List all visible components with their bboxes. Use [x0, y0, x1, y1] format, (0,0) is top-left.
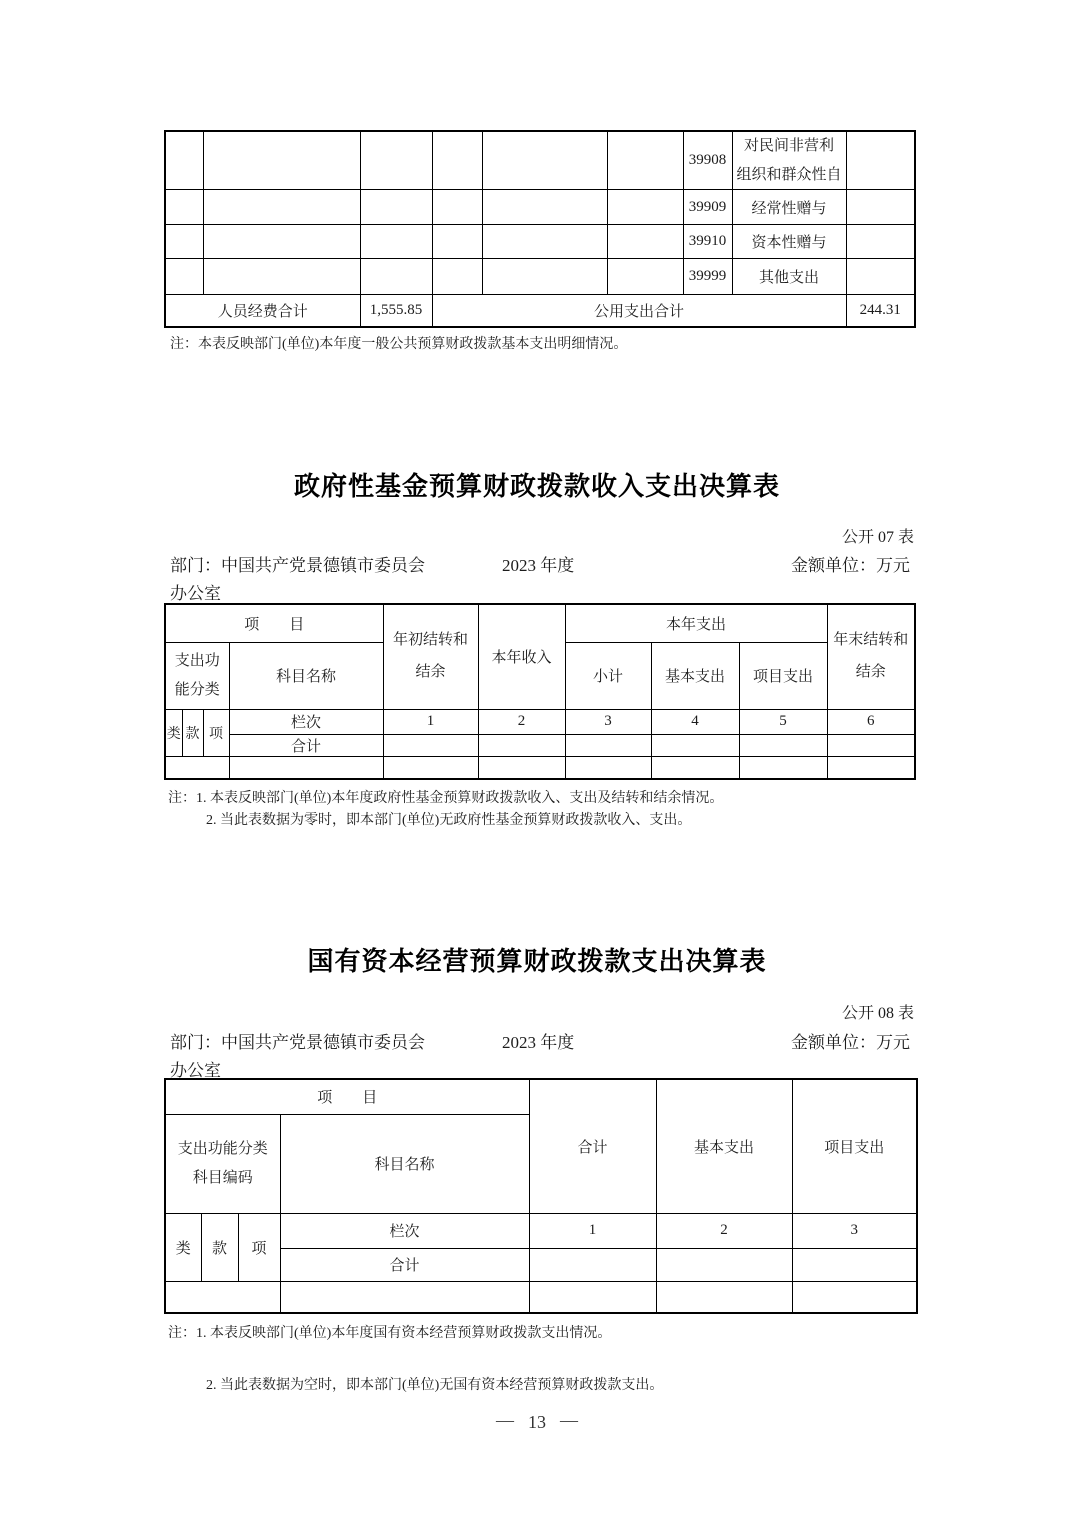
- header-line: 科目编码: [192, 1169, 253, 1186]
- subject-line: 组织和群众性自: [736, 166, 842, 183]
- department-label: 部门：中国共产党景德镇市委员会: [170, 1033, 425, 1052]
- empty-cell: [165, 190, 203, 225]
- empty-cell: [607, 131, 683, 190]
- basic-expense-header-cell: 基本支出: [651, 642, 739, 709]
- table-row: [165, 190, 915, 225]
- item-col-header-cell: 项: [238, 1213, 280, 1281]
- begin-balance-header-cell: [383, 604, 478, 709]
- amount-cell: [739, 734, 827, 756]
- economic-code-cell: 39908: [683, 131, 732, 190]
- amount-cell: [846, 225, 915, 259]
- economic-subject-cell: 其他支出: [732, 259, 846, 295]
- personnel-total-label: 人员经费合计: [165, 295, 360, 327]
- column-number: 5: [739, 709, 827, 734]
- public-total-label: 公用支出合计: [432, 295, 846, 327]
- expense-header-cell: 本年支出: [565, 604, 827, 642]
- total-header-cell: 合计: [529, 1079, 656, 1213]
- economic-subject-cell: 经常性赠与: [732, 190, 846, 225]
- subject-name-header-cell: 科目名称: [229, 642, 383, 709]
- column-index-label: 栏次: [229, 709, 383, 734]
- column-number: 1: [383, 709, 478, 734]
- empty-cell: [656, 1281, 792, 1313]
- department-label: 部门：中国共产党景德镇市委员会: [170, 556, 425, 575]
- column-number: 4: [651, 709, 739, 734]
- amount-cell: [565, 734, 651, 756]
- table08-note-1: 注：1. 本表反映部门(单位)本年度国有资本经营预算财政拨款支出情况。: [168, 1326, 612, 1341]
- empty-cell: [203, 225, 360, 259]
- header-line: 支出功能分类: [177, 1141, 268, 1157]
- empty-cell: [565, 756, 651, 779]
- amount-cell: [656, 1248, 792, 1281]
- table-row: [165, 259, 915, 295]
- empty-cell: [482, 190, 607, 225]
- empty-cell: [482, 225, 607, 259]
- column-number: 2: [478, 709, 565, 734]
- section07-title: 政府性基金预算财政拨款收入支出决算表: [293, 471, 780, 501]
- amount-cell: [846, 259, 915, 295]
- subject-line: 对民间非营利: [743, 138, 834, 154]
- header-row: [165, 604, 915, 642]
- state-capital-budget-table: [164, 1078, 918, 1314]
- header-line: 结余: [415, 663, 446, 680]
- fiscal-year-label: 2023 年度: [502, 556, 575, 575]
- empty-cell: [360, 225, 432, 259]
- section08-header-line: [164, 1028, 914, 1050]
- empty-cell: [165, 259, 203, 295]
- table-row: [165, 131, 915, 190]
- empty-row: [165, 756, 915, 779]
- header-line: 年末结转和: [833, 632, 909, 649]
- project-expense-header-cell: 项目支出: [792, 1079, 917, 1213]
- column-number: 1: [529, 1213, 656, 1248]
- total-label: 合计: [229, 734, 383, 756]
- amount-cell: [478, 734, 565, 756]
- empty-cell: [203, 131, 360, 190]
- basic-expenditure-detail-table: [164, 130, 916, 328]
- amount-cell: [846, 131, 915, 190]
- amount-unit-label: 金额单位：万元: [791, 1033, 910, 1052]
- empty-cell: [482, 131, 607, 190]
- empty-cell: [432, 225, 482, 259]
- header-line: 支出功: [174, 653, 220, 669]
- project-expense-header-cell: 项目支出: [739, 642, 827, 709]
- empty-cell: [651, 756, 739, 779]
- empty-cell: [432, 190, 482, 225]
- empty-cell: [280, 1281, 529, 1313]
- header-row: [165, 1079, 917, 1114]
- page-number: 13: [528, 1412, 546, 1432]
- empty-cell: [229, 756, 383, 779]
- summary-row: [165, 295, 915, 327]
- economic-code-cell: 39910: [683, 225, 732, 259]
- function-class-code-header-cell: [165, 1114, 280, 1213]
- section08-table-tag: 公开 08 表: [841, 1005, 914, 1022]
- table08-note-2: 2. 当此表数据为空时，即本部门(单位)无国有资本经营预算财政拨款支出。: [206, 1378, 664, 1393]
- empty-cell: [529, 1281, 656, 1313]
- section-header-cell: 款: [201, 1213, 238, 1281]
- column-number: 3: [565, 709, 651, 734]
- header-line: 结余: [855, 663, 886, 680]
- empty-cell: [607, 225, 683, 259]
- amount-cell: [529, 1248, 656, 1281]
- amount-cell: [383, 734, 478, 756]
- section07-table-tag: 公开 07 表: [841, 529, 914, 546]
- table07-note-2: 2. 当此表数据为零时，即本部门(单位)无政府性基金预算财政拨款收入、支出。: [206, 813, 692, 828]
- table06-note: 注：本表反映部门(单位)本年度一般公共预算财政拨款基本支出明细情况。: [170, 337, 628, 352]
- gov-fund-budget-table: [164, 603, 916, 780]
- class-header-cell: 类: [165, 1213, 201, 1281]
- department-label-line2: 办公室: [170, 584, 221, 603]
- end-balance-header-cell: [827, 604, 915, 709]
- economic-subject-cell: [732, 131, 846, 190]
- empty-cell: [360, 190, 432, 225]
- empty-cell: [383, 756, 478, 779]
- column-index-row: [165, 709, 915, 734]
- empty-cell: [165, 225, 203, 259]
- amount-cell: [846, 190, 915, 225]
- public-total-value: 244.31: [846, 295, 915, 327]
- empty-cell: [360, 259, 432, 295]
- amount-unit-label: 金额单位：万元: [791, 556, 910, 575]
- item-col-header-cell: 项: [203, 709, 229, 756]
- total-row: [165, 734, 915, 756]
- economic-code-cell: 39909: [683, 190, 732, 225]
- section08-title: 国有资本经营预算财政拨款支出决算表: [307, 946, 767, 976]
- empty-cell: [739, 756, 827, 779]
- header-line: 年初结转和: [393, 632, 469, 649]
- empty-row: [165, 1281, 917, 1313]
- item-header-cell: 项 目: [165, 604, 383, 642]
- table-row: [165, 225, 915, 259]
- function-class-header-cell: [165, 642, 229, 709]
- empty-cell: [607, 190, 683, 225]
- subtotal-header-cell: 小计: [565, 642, 651, 709]
- basic-expense-header-cell: 基本支出: [656, 1079, 792, 1213]
- column-index-label: 栏次: [280, 1213, 529, 1248]
- column-number: 3: [792, 1213, 917, 1248]
- amount-cell: [651, 734, 739, 756]
- page-footer: [0, 1412, 1074, 1433]
- item-header-cell: 项 目: [165, 1079, 529, 1114]
- table07-note-1: 注：1. 本表反映部门(单位)本年度政府性基金预算财政拨款收入、支出及结转和结余情况。: [168, 791, 724, 806]
- header-line: 能分类: [174, 681, 220, 698]
- amount-cell: [827, 734, 915, 756]
- empty-cell: [792, 1281, 917, 1313]
- economic-code-cell: 39999: [683, 259, 732, 295]
- empty-cell: [432, 131, 482, 190]
- amount-cell: [792, 1248, 917, 1281]
- footer-dash-left: —: [496, 1410, 514, 1430]
- subject-name-header-cell: 科目名称: [280, 1114, 529, 1213]
- column-index-row: [165, 1213, 917, 1248]
- fiscal-year-label: 2023 年度: [502, 1033, 575, 1052]
- section07-header-line: [164, 551, 914, 573]
- empty-cell: [360, 131, 432, 190]
- class-header-cell: 类: [165, 709, 182, 756]
- personnel-total-value: 1,555.85: [360, 295, 432, 327]
- department-label-line2: 办公室: [170, 1061, 221, 1080]
- economic-subject-cell: 资本性赠与: [732, 225, 846, 259]
- empty-cell: [482, 259, 607, 295]
- empty-cell: [165, 1281, 280, 1313]
- empty-cell: [827, 756, 915, 779]
- total-label: 合计: [280, 1248, 529, 1281]
- empty-cell: [478, 756, 565, 779]
- column-number: 6: [827, 709, 915, 734]
- empty-cell: [432, 259, 482, 295]
- empty-cell: [165, 131, 203, 190]
- section-header-cell: 款: [182, 709, 203, 756]
- footer-dash-right: —: [560, 1410, 578, 1430]
- empty-cell: [165, 756, 229, 779]
- empty-cell: [607, 259, 683, 295]
- empty-cell: [203, 190, 360, 225]
- empty-cell: [203, 259, 360, 295]
- column-number: 2: [656, 1213, 792, 1248]
- income-header-cell: 本年收入: [478, 604, 565, 709]
